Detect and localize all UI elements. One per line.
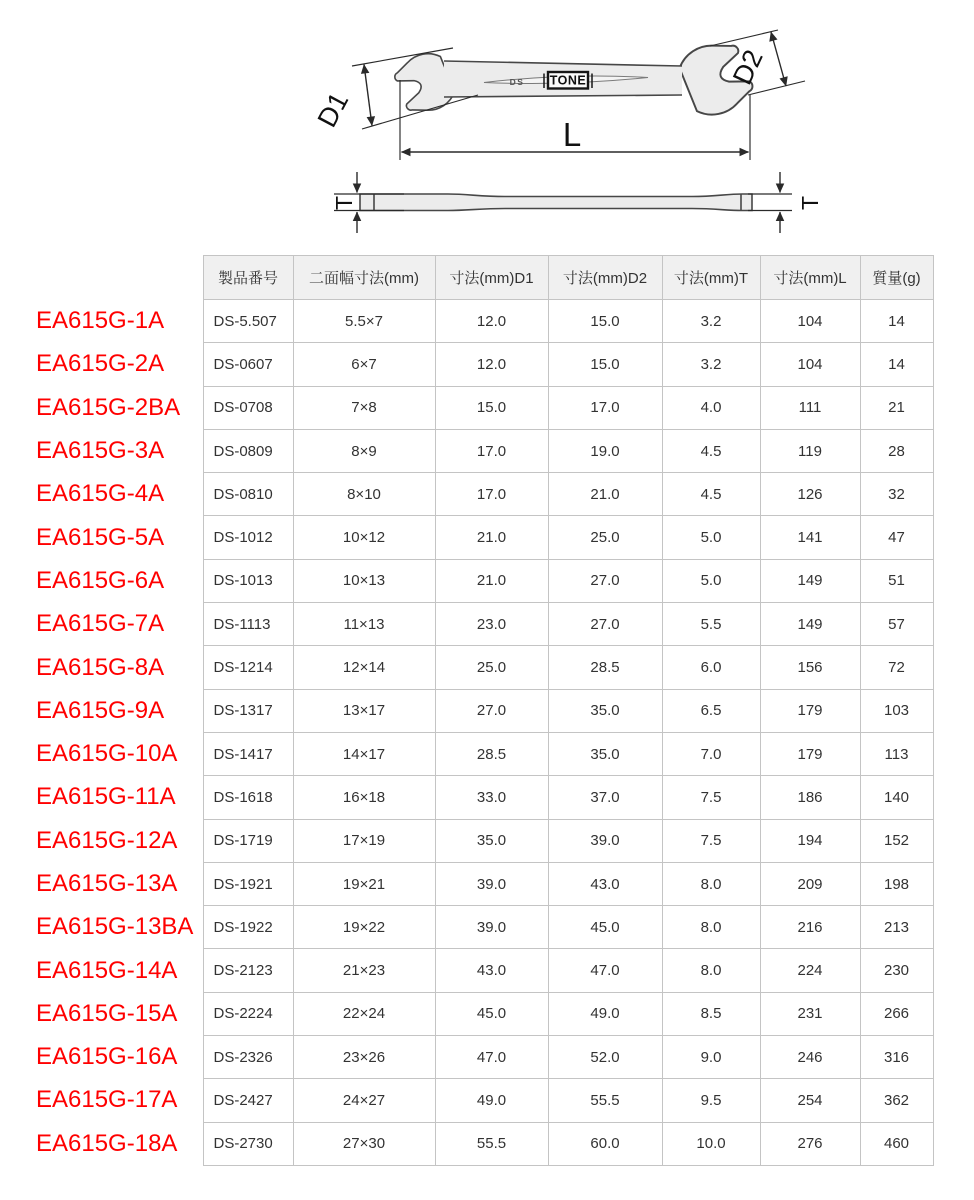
cell-flats: 17×19	[293, 819, 435, 862]
cell-mass: 316	[860, 1036, 933, 1079]
table-row	[0, 516, 933, 559]
header-flats: 二面幅寸法(mm)	[293, 256, 435, 300]
cell-l: 119	[760, 429, 860, 472]
cell-d1: 17.0	[435, 429, 548, 472]
cell-l: 149	[760, 559, 860, 602]
cell-flats: 5.5×7	[293, 300, 435, 343]
cell-d2: 35.0	[548, 689, 662, 732]
spec-table	[0, 255, 934, 1166]
model-code: EA615G-17A	[36, 1086, 178, 1114]
cell-l: 276	[760, 1122, 860, 1165]
cell-d2: 15.0	[548, 343, 662, 386]
cell-t: 4.5	[662, 473, 760, 516]
header-d1: 寸法(mm)D1	[435, 256, 548, 300]
cell-d2: 37.0	[548, 776, 662, 819]
table-row	[0, 473, 933, 516]
header-mass: 質量(g)	[860, 256, 933, 300]
brand-logo: TONE	[549, 73, 587, 88]
cell-mass: 47	[860, 516, 933, 559]
cell-part-no: DS-1417	[203, 732, 293, 775]
cell-d2: 28.5	[548, 646, 662, 689]
cell-flats: 6×7	[293, 343, 435, 386]
table-row	[0, 559, 933, 602]
table-row	[0, 1122, 933, 1165]
model-code: EA615G-7A	[36, 610, 165, 638]
model-code: EA615G-10A	[36, 740, 178, 768]
cell-flats: 8×9	[293, 429, 435, 472]
cell-d2: 21.0	[548, 473, 662, 516]
cell-l: 216	[760, 906, 860, 949]
header-blank	[0, 256, 203, 300]
cell-d1: 43.0	[435, 949, 548, 992]
cell-part-no: DS-2123	[203, 949, 293, 992]
cell-mass: 32	[860, 473, 933, 516]
cell-flats: 23×26	[293, 1036, 435, 1079]
cell-l: 231	[760, 992, 860, 1035]
cell-t: 8.0	[662, 862, 760, 905]
cell-part-no: DS-2326	[203, 1036, 293, 1079]
header-l: 寸法(mm)L	[760, 256, 860, 300]
cell-mass: 14	[860, 300, 933, 343]
cell-d1: 21.0	[435, 559, 548, 602]
table-row	[0, 1036, 933, 1079]
cell-t: 4.5	[662, 429, 760, 472]
cell-part-no: DS-2730	[203, 1122, 293, 1165]
dim-label-t-right: T	[797, 195, 823, 211]
header-d2: 寸法(mm)D2	[548, 256, 662, 300]
cell-d2: 19.0	[548, 429, 662, 472]
model-code: EA615G-13A	[36, 870, 178, 897]
cell-part-no: DS-2427	[203, 1079, 293, 1122]
cell-l: 149	[760, 603, 860, 646]
cell-d2: 43.0	[548, 862, 662, 905]
cell-mass: 21	[860, 386, 933, 429]
cell-t: 3.2	[662, 300, 760, 343]
cell-flats: 21×23	[293, 949, 435, 992]
model-code: EA615G-2BA	[36, 393, 181, 421]
cell-d1: 39.0	[435, 906, 548, 949]
cell-part-no: DS-1317	[203, 689, 293, 732]
model-code: EA615G-3A	[36, 437, 165, 465]
table-row	[0, 862, 933, 905]
cell-part-no: DS-5.507	[203, 300, 293, 343]
cell-d2: 27.0	[548, 603, 662, 646]
model-code: EA615G-18A	[36, 1129, 178, 1157]
cell-mass: 140	[860, 776, 933, 819]
table-row	[0, 732, 933, 775]
cell-mass: 460	[860, 1122, 933, 1165]
cell-l: 104	[760, 300, 860, 343]
cell-t: 5.0	[662, 559, 760, 602]
cell-t: 8.0	[662, 906, 760, 949]
table-row	[0, 603, 933, 646]
cell-flats: 22×24	[293, 992, 435, 1035]
cell-l: 179	[760, 689, 860, 732]
cell-d2: 55.5	[548, 1079, 662, 1122]
table-row	[0, 646, 933, 689]
cell-t: 8.5	[662, 992, 760, 1035]
cell-d1: 45.0	[435, 992, 548, 1035]
cell-part-no: DS-1113	[203, 603, 293, 646]
cell-flats: 24×27	[293, 1079, 435, 1122]
cell-d2: 52.0	[548, 1036, 662, 1079]
cell-mass: 198	[860, 862, 933, 905]
model-code: EA615G-14A	[36, 956, 178, 984]
table-row	[0, 386, 933, 429]
cell-flats: 19×22	[293, 906, 435, 949]
cell-d2: 45.0	[548, 906, 662, 949]
cell-part-no: DS-0810	[203, 473, 293, 516]
cell-mass: 28	[860, 429, 933, 472]
cell-flats: 10×13	[293, 559, 435, 602]
cell-d1: 25.0	[435, 646, 548, 689]
cell-part-no: DS-1012	[203, 516, 293, 559]
cell-d1: 35.0	[435, 819, 548, 862]
cell-d1: 33.0	[435, 776, 548, 819]
cell-d1: 49.0	[435, 1079, 548, 1122]
cell-part-no: DS-0607	[203, 343, 293, 386]
cell-d2: 35.0	[548, 732, 662, 775]
cell-t: 6.0	[662, 646, 760, 689]
table-row	[0, 992, 933, 1035]
cell-mass: 57	[860, 603, 933, 646]
cell-d1: 17.0	[435, 473, 548, 516]
cell-flats: 19×21	[293, 862, 435, 905]
cell-mass: 51	[860, 559, 933, 602]
cell-l: 224	[760, 949, 860, 992]
table-row	[0, 300, 933, 343]
cell-l: 209	[760, 862, 860, 905]
header-t: 寸法(mm)T	[662, 256, 760, 300]
ds-marking: DS	[509, 77, 525, 87]
cell-mass: 103	[860, 689, 933, 732]
header-part-no: 製品番号	[203, 256, 293, 300]
dim-label-t-left: T	[331, 195, 357, 211]
cell-t: 9.0	[662, 1036, 760, 1079]
cell-t: 4.0	[662, 386, 760, 429]
cell-d1: 12.0	[435, 300, 548, 343]
table-row	[0, 343, 933, 386]
model-code: EA615G-8A	[36, 653, 165, 681]
table-row	[0, 429, 933, 472]
model-code: EA615G-2A	[36, 350, 165, 378]
cell-mass: 230	[860, 949, 933, 992]
cell-mass: 266	[860, 992, 933, 1035]
cell-part-no: DS-1922	[203, 906, 293, 949]
cell-part-no: DS-0708	[203, 386, 293, 429]
dim-label-l: L	[562, 116, 582, 153]
cell-part-no: DS-1214	[203, 646, 293, 689]
table-row	[0, 819, 933, 862]
model-code: EA615G-15A	[36, 999, 178, 1027]
cell-d1: 21.0	[435, 516, 548, 559]
model-code: EA615G-11A	[36, 783, 176, 811]
cell-d1: 23.0	[435, 603, 548, 646]
cell-d2: 39.0	[548, 819, 662, 862]
cell-mass: 72	[860, 646, 933, 689]
cell-t: 6.5	[662, 689, 760, 732]
cell-flats: 8×10	[293, 473, 435, 516]
cell-l: 104	[760, 343, 860, 386]
cell-d2: 25.0	[548, 516, 662, 559]
cell-l: 141	[760, 516, 860, 559]
cell-mass: 152	[860, 819, 933, 862]
model-code: EA615G-16A	[36, 1043, 178, 1071]
cell-mass: 213	[860, 906, 933, 949]
cell-l: 126	[760, 473, 860, 516]
cell-flats: 10×12	[293, 516, 435, 559]
cell-d1: 39.0	[435, 862, 548, 905]
table-row	[0, 776, 933, 819]
cell-l: 156	[760, 646, 860, 689]
wrench-diagram	[0, 0, 974, 248]
cell-l: 254	[760, 1079, 860, 1122]
model-code: EA615G-13BA	[36, 913, 194, 941]
cell-d1: 12.0	[435, 343, 548, 386]
model-code: EA615G-5A	[36, 523, 165, 551]
spec-table-header-row	[0, 256, 933, 300]
cell-mass: 362	[860, 1079, 933, 1122]
cell-part-no: DS-1618	[203, 776, 293, 819]
cell-l: 179	[760, 732, 860, 775]
cell-t: 7.5	[662, 776, 760, 819]
table-row	[0, 689, 933, 732]
cell-d2: 27.0	[548, 559, 662, 602]
cell-d2: 47.0	[548, 949, 662, 992]
cell-flats: 16×18	[293, 776, 435, 819]
cell-flats: 13×17	[293, 689, 435, 732]
cell-mass: 113	[860, 732, 933, 775]
table-row	[0, 906, 933, 949]
cell-l: 111	[760, 386, 860, 429]
model-code: EA615G-9A	[36, 696, 165, 724]
dim-label-d1: D1	[311, 87, 355, 133]
cell-d2: 49.0	[548, 992, 662, 1035]
cell-t: 9.5	[662, 1079, 760, 1122]
cell-d2: 60.0	[548, 1122, 662, 1165]
cell-part-no: DS-2224	[203, 992, 293, 1035]
cell-part-no: DS-0809	[203, 429, 293, 472]
cell-l: 186	[760, 776, 860, 819]
dim-label-d2: D2	[726, 45, 769, 90]
cell-d2: 15.0	[548, 300, 662, 343]
cell-part-no: DS-1013	[203, 559, 293, 602]
cell-part-no: DS-1921	[203, 862, 293, 905]
cell-mass: 14	[860, 343, 933, 386]
cell-d1: 55.5	[435, 1122, 548, 1165]
cell-t: 3.2	[662, 343, 760, 386]
model-code: EA615G-6A	[36, 566, 165, 594]
wrench-side-view	[331, 172, 823, 233]
cell-t: 5.5	[662, 603, 760, 646]
cell-d1: 47.0	[435, 1036, 548, 1079]
model-code: EA615G-4A	[36, 480, 165, 508]
cell-flats: 11×13	[293, 603, 435, 646]
cell-d1: 15.0	[435, 386, 548, 429]
cell-t: 10.0	[662, 1122, 760, 1165]
cell-l: 194	[760, 819, 860, 862]
model-code: EA615G-1A	[36, 307, 165, 335]
cell-t: 8.0	[662, 949, 760, 992]
cell-flats: 27×30	[293, 1122, 435, 1165]
table-row	[0, 1079, 933, 1122]
cell-t: 7.0	[662, 732, 760, 775]
cell-d1: 27.0	[435, 689, 548, 732]
spec-table-body	[0, 300, 933, 1166]
cell-flats: 14×17	[293, 732, 435, 775]
model-code: EA615G-12A	[36, 826, 178, 854]
cell-l: 246	[760, 1036, 860, 1079]
cell-t: 5.0	[662, 516, 760, 559]
cell-d1: 28.5	[435, 732, 548, 775]
cell-part-no: DS-1719	[203, 819, 293, 862]
cell-d2: 17.0	[548, 386, 662, 429]
wrench-top-view	[390, 35, 758, 122]
cell-t: 7.5	[662, 819, 760, 862]
cell-flats: 7×8	[293, 386, 435, 429]
cell-flats: 12×14	[293, 646, 435, 689]
table-row	[0, 949, 933, 992]
